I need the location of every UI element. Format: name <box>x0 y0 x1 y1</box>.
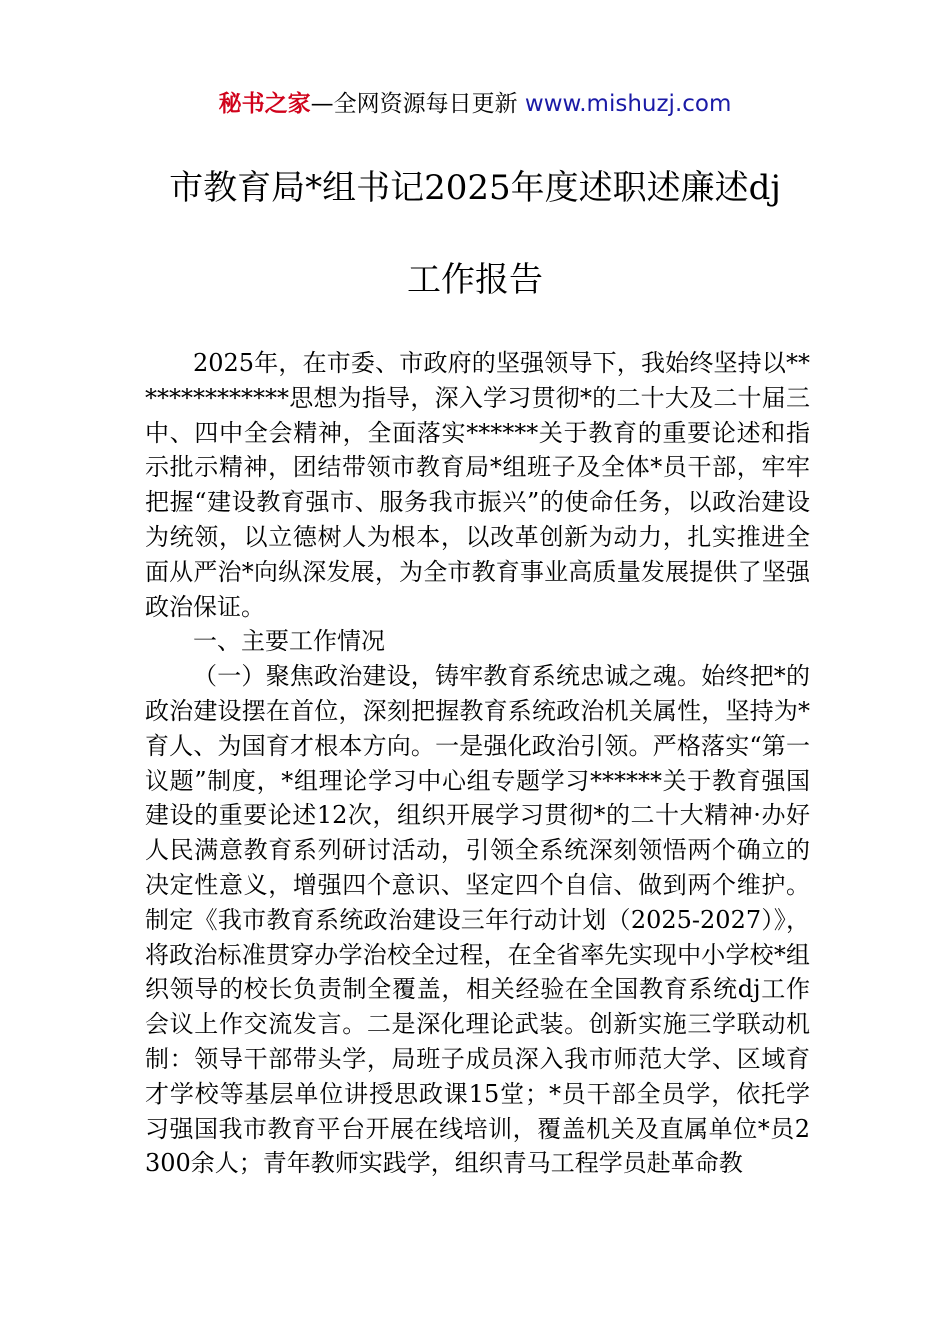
site-tagline: —全网资源每日更新 <box>310 91 525 117</box>
site-url-link[interactable]: www.mishuzj.com <box>524 91 732 117</box>
site-header <box>0 86 950 122</box>
section-heading: 一、主要工作情况 <box>193 627 385 656</box>
document-body <box>145 346 810 1181</box>
intro-paragraph: 2025年，在市委、市政府的坚强领导下，我始终坚持以**************思想为指导，深入学习贯彻*的二十大及二十届三中、四中全会精神，全面落实******关于教育的重要论述和指示批示精神，团结带领市教育局*组班子及全体*员干部，牢牢把握“建设教育强市、服务我市振兴”的使命任务，以政治建设为统领，以立德树人为根本，以改革创新为动力，扎实推进全面从严治*向纵深发展，为全市教育事业高质量发展提供了坚强政治保证。 <box>145 349 810 621</box>
document-title-line-1: 市教育局*组书记2025年度述职述廉述dj <box>169 168 781 208</box>
subsection-paragraph: （一）聚焦政治建设，铸牢教育系统忠诚之魂。始终把*的政治建设摆在首位，深刻把握教育系统政治机关属性，坚持为*育人、为国育才根本方向。一是强化政治引领。严格落实“第一议题”制度，*组理论学习中心组专题学习******关于教育强国建设的重要论述12次，组织开展学习贯彻*的二十大精神·办好人民满意教育系列研讨活动，引领全系统深刻领悟两个确立的决定性意义，增强四个意识、坚定四个自信、做到两个维护。制定《我市教育系统政治建设三年行动计划（2025-2027）》，将政治标准贯穿办学治校全过程，在全省率先实现中小学校*组织领导的校长负责制全覆盖，相关经验在全国教育系统dj工作会议上作交流发言。二是深化理论武装。创新实施三学联动机制：领导干部带头学，局班子成员深入我市师范大学、区域育才学校等基层单位讲授思政课15堂；*员干部全员学，依托学习强国我市教育平台开展在线培训，覆盖机关及直属单位*员2300余人；青年教师实践学，组织青马工程学员赴革命教 <box>145 662 810 1178</box>
site-brand: 秘书之家 <box>218 91 311 117</box>
document-title-line-2: 工作报告 <box>407 260 543 300</box>
